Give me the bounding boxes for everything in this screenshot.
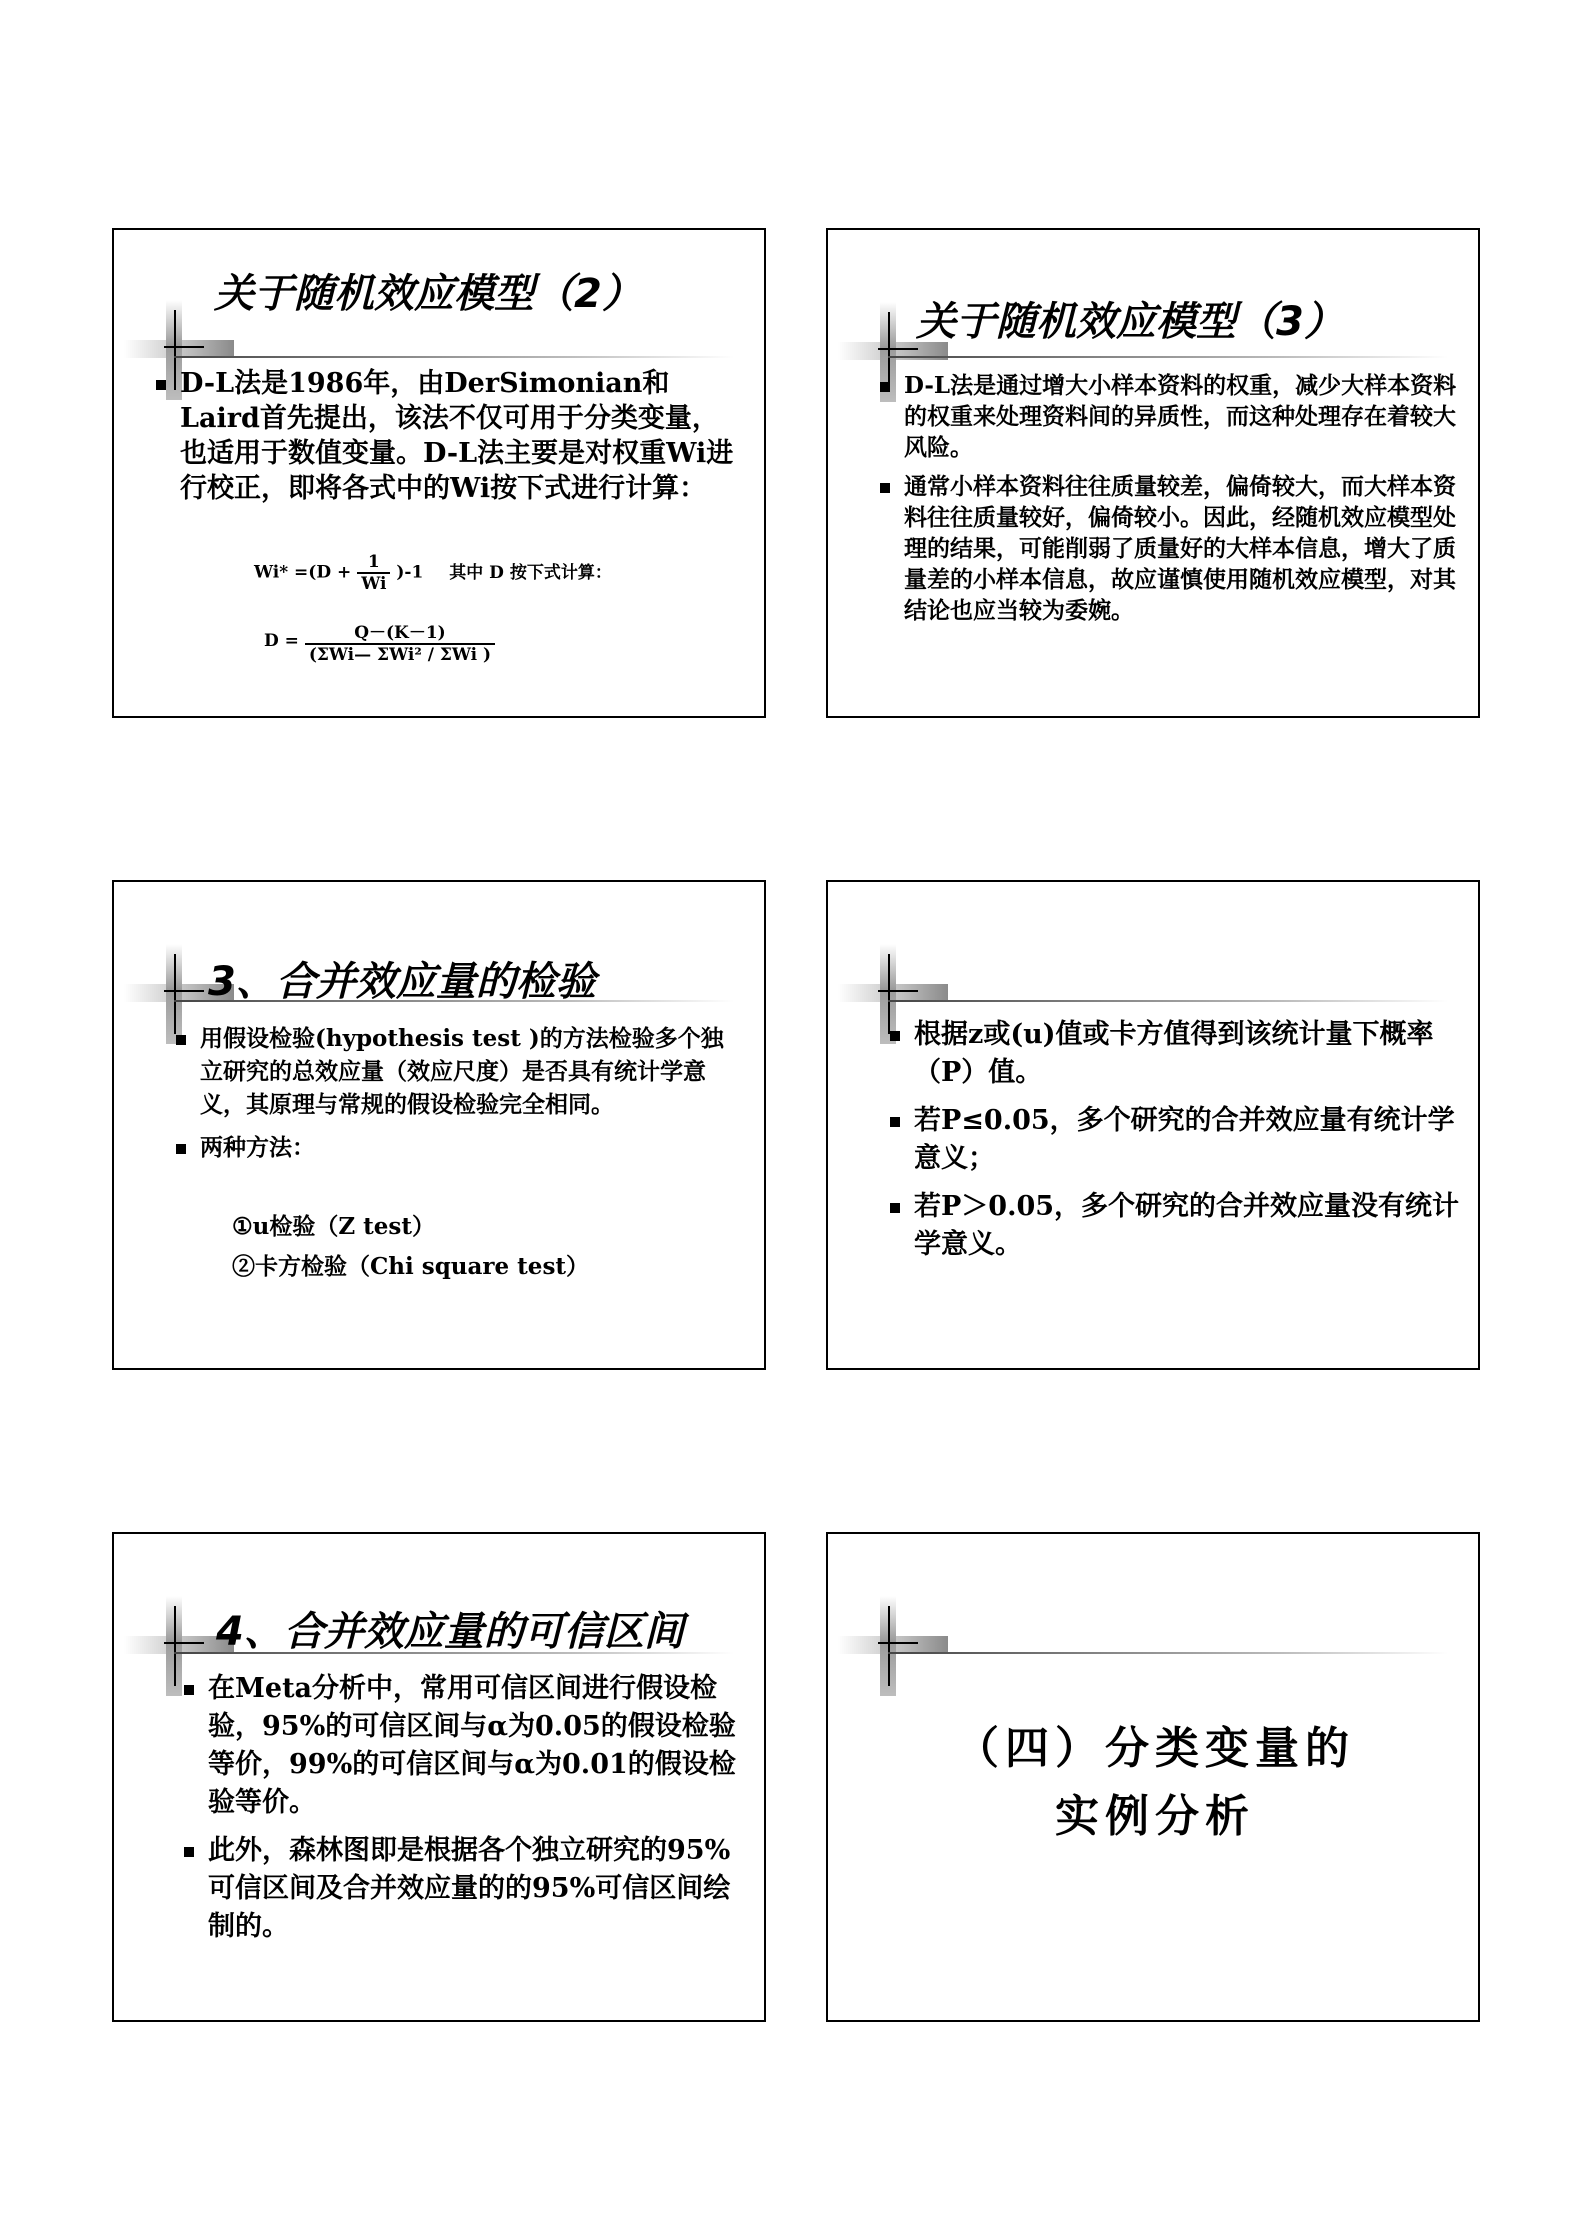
- bullet-text: 在Meta分析中，常用可信区间进行假设检验，95%的可信区间与α为0.05的假设检验等价，99%的可信区间与α为0.01的假设检验等价。: [208, 1673, 736, 1818]
- bullet-item: [182, 1670, 742, 1822]
- slide-2: [826, 228, 1480, 718]
- method-u-test: ①u检验（Z test）: [232, 1213, 435, 1240]
- bullet-list: [182, 1670, 742, 1946]
- bullet-item: [154, 366, 744, 506]
- bullet-text: 若P≤0.05，多个研究的合并效应量有统计学意义；: [914, 1105, 1455, 1174]
- title-rule: [174, 356, 734, 358]
- bullet-text: 若P＞0.05，多个研究的合并效应量没有统计学意义。: [914, 1191, 1460, 1260]
- slide-5: [112, 1532, 766, 2022]
- slide-title: 3、合并效应量的检验: [208, 959, 596, 1005]
- bullet-list: [888, 1016, 1468, 1264]
- bullet-list: [174, 1022, 744, 1164]
- bullet-text: D-L法是1986年，由DerSimonian和Laird首先提出，该法不仅可用于分类变量，也适用于数值变量。D-L法主要是对权重Wi进行校正，即将各式中的Wi按下式进行计算：: [180, 368, 734, 504]
- bullet-list: [154, 366, 744, 506]
- bullet-text: 用假设检验(hypothesis test )的方法检验多个独立研究的总效应量（效应尺度）是否具有统计学意义，其原理与常规的假设检验完全相同。: [200, 1025, 724, 1118]
- title-rule: [888, 356, 1448, 358]
- bullet-item: [182, 1832, 742, 1946]
- section-title-line-2: 实例分析: [1055, 1791, 1255, 1842]
- slide-6: [826, 1532, 1480, 2022]
- slide-3: [112, 880, 766, 1370]
- bullet-text: 此外，森林图即是根据各个独立研究的95%可信区间及合并效应量的的95%可信区间绘制的。: [208, 1835, 731, 1942]
- bullet-text: 通常小样本资料往往质量较差，偏倚较大，而大样本资料往往质量较好，偏倚较小。因此，经随机效应模型处理的结果，可能削弱了质量好的大样本信息，增大了质量差的小样本信息，故应谨慎使用随机效应模型，对其结论也应当较为委婉。: [904, 473, 1456, 624]
- bullet-text: 两种方法：: [200, 1134, 315, 1161]
- bullet-item: [888, 1188, 1468, 1264]
- bullet-text: 根据z或(u)值或卡方值得到该统计量下概率（P）值。: [914, 1019, 1434, 1088]
- title-rule: [888, 1000, 1448, 1002]
- slide-1: [112, 228, 766, 718]
- formula-weight: Wi* =(D + $\frac{1}{Wi}$ )-1 其中 D 按下式计算：: [254, 552, 612, 594]
- bullet-item: [888, 1102, 1468, 1178]
- bullet-item: [878, 471, 1458, 626]
- slide-title: 4、合并效应量的可信区间: [216, 1609, 684, 1655]
- bullet-item: [888, 1016, 1468, 1092]
- title-rule: [888, 1652, 1448, 1654]
- slide-title: 关于随机效应模型（3）: [916, 299, 1344, 345]
- bullet-list: [878, 370, 1458, 626]
- bullet-item: [878, 370, 1458, 463]
- section-title-line-1: （四）分类变量的: [955, 1723, 1355, 1774]
- formula-d: D = $\frac{Q-(K-1)}{\text{(ΣWi— ΣWi² / ΣWi )}}$: [264, 618, 495, 665]
- method-chi-square: ②卡方检验（Chi square test）: [232, 1253, 590, 1280]
- bullet-text: D-L法是通过增大小样本资料的权重，减少大样本资料的权重来处理资料间的异质性，而这种处理存在着较大风险。: [904, 372, 1457, 461]
- bullet-item: [174, 1131, 744, 1164]
- slide-4: [826, 880, 1480, 1370]
- bullet-item: [174, 1022, 744, 1121]
- slide-title: 关于随机效应模型（2）: [214, 271, 642, 317]
- crosshair-decoration: [838, 1596, 948, 1706]
